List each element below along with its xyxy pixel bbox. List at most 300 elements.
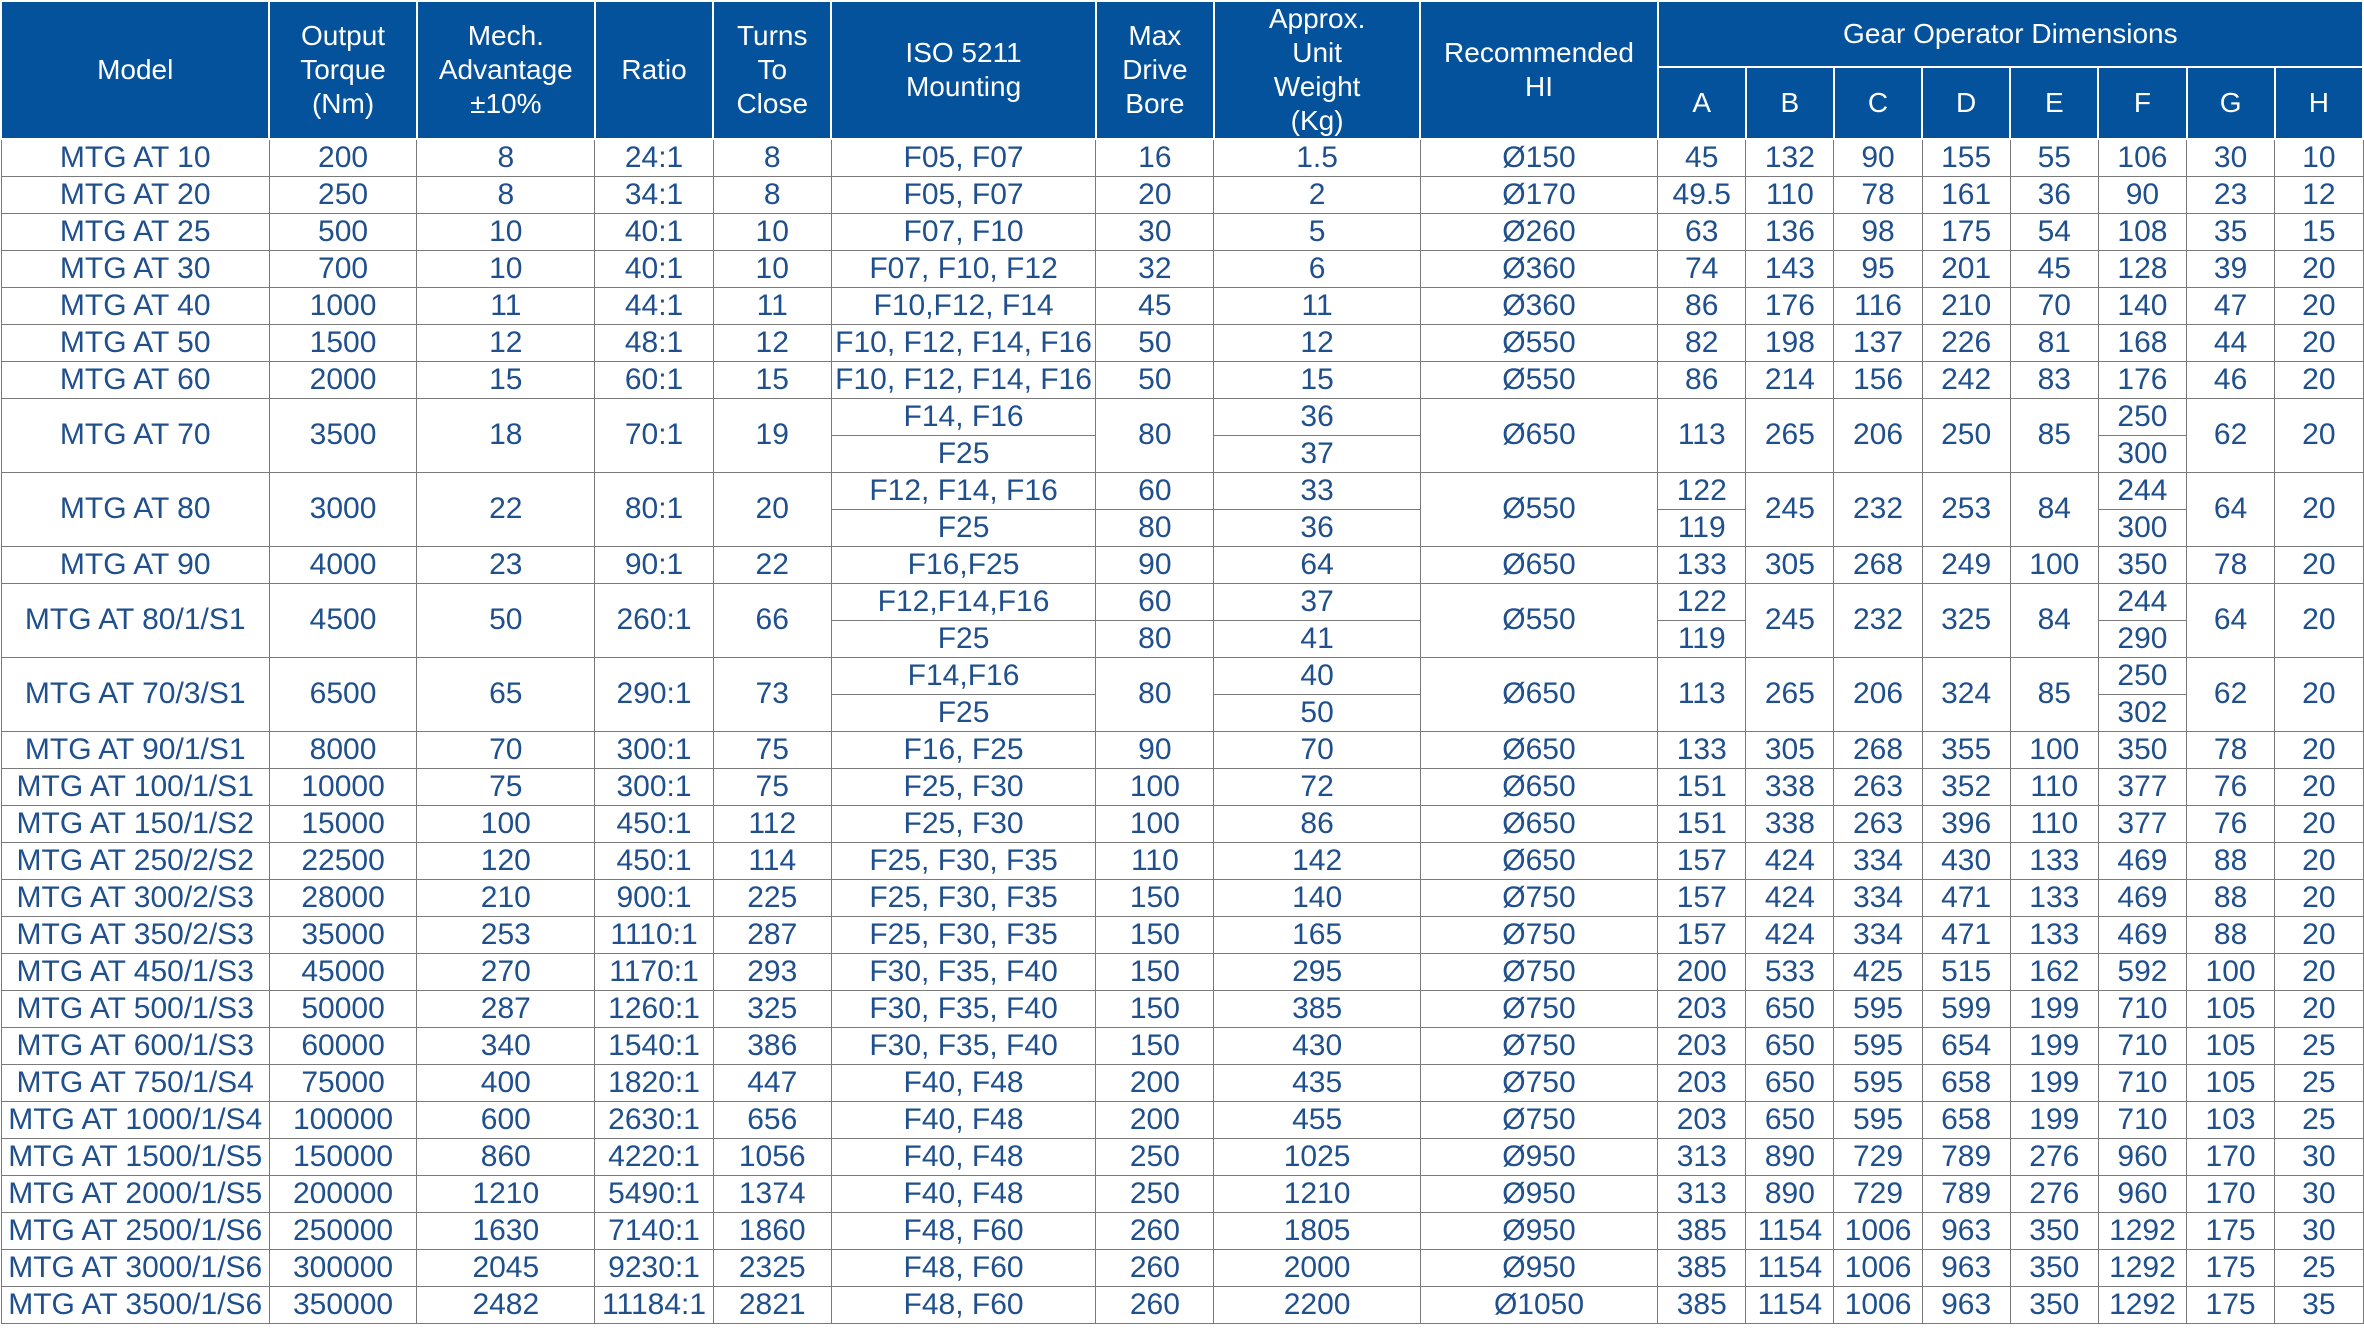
cell-weight: 36 xyxy=(1214,398,1420,435)
cell-bore: 50 xyxy=(1096,324,1214,361)
cell-hi: Ø750 xyxy=(1420,990,1657,1027)
cell-mech: 10 xyxy=(417,213,595,250)
cell-torque: 10000 xyxy=(269,768,416,805)
cell-g: 170 xyxy=(2187,1175,2275,1212)
cell-ratio: 9230:1 xyxy=(595,1249,713,1286)
cell-g: 62 xyxy=(2187,398,2275,472)
cell-model: MTG AT 2000/1/S5 xyxy=(1,1175,269,1212)
cell-b: 265 xyxy=(1746,657,1834,731)
cell-turns: 75 xyxy=(713,768,831,805)
cell-b: 176 xyxy=(1746,287,1834,324)
cell-hi: Ø650 xyxy=(1420,768,1657,805)
table-row xyxy=(1,990,2363,1027)
cell-bore: 150 xyxy=(1096,879,1214,916)
cell-d: 242 xyxy=(1922,361,2010,398)
cell-bore: 150 xyxy=(1096,1027,1214,1064)
cell-e: 350 xyxy=(2010,1212,2098,1249)
cell-d: 201 xyxy=(1922,250,2010,287)
cell-e: 110 xyxy=(2010,805,2098,842)
cell-mech: 2045 xyxy=(417,1249,595,1286)
cell-weight: 455 xyxy=(1214,1101,1420,1138)
cell-e: 85 xyxy=(2010,398,2098,472)
cell-f: 1292 xyxy=(2098,1249,2186,1286)
cell-f: 710 xyxy=(2098,1064,2186,1101)
cell-b: 143 xyxy=(1746,250,1834,287)
cell-torque: 28000 xyxy=(269,879,416,916)
cell-c: 116 xyxy=(1834,287,1922,324)
cell-turns: 10 xyxy=(713,250,831,287)
cell-weight: 142 xyxy=(1214,842,1420,879)
cell-mounting: F48, F60 xyxy=(831,1212,1095,1249)
cell-b: 338 xyxy=(1746,768,1834,805)
cell-ratio: 7140:1 xyxy=(595,1212,713,1249)
cell-mounting: F40, F48 xyxy=(831,1064,1095,1101)
cell-turns: 73 xyxy=(713,657,831,731)
cell-mech: 270 xyxy=(417,953,595,990)
cell-torque: 2000 xyxy=(269,361,416,398)
cell-bore: 80 xyxy=(1096,509,1214,546)
table-row xyxy=(1,657,2363,694)
cell-hi: Ø550 xyxy=(1420,361,1657,398)
cell-f: 592 xyxy=(2098,953,2186,990)
cell-weight: 86 xyxy=(1214,805,1420,842)
cell-hi: Ø650 xyxy=(1420,657,1657,731)
cell-weight: 1210 xyxy=(1214,1175,1420,1212)
header-model: Model xyxy=(1,1,269,139)
cell-bore: 90 xyxy=(1096,546,1214,583)
cell-e: 133 xyxy=(2010,842,2098,879)
cell-g: 105 xyxy=(2187,990,2275,1027)
cell-torque: 250000 xyxy=(269,1212,416,1249)
cell-torque: 250 xyxy=(269,176,416,213)
cell-bore: 100 xyxy=(1096,768,1214,805)
table-row xyxy=(1,287,2363,324)
cell-weight: 64 xyxy=(1214,546,1420,583)
cell-d: 250 xyxy=(1922,398,2010,472)
cell-h: 20 xyxy=(2275,472,2363,546)
header-iso-mounting: ISO 5211 Mounting xyxy=(831,1,1095,139)
cell-h: 15 xyxy=(2275,213,2363,250)
cell-a: 119 xyxy=(1658,620,1746,657)
cell-bore: 32 xyxy=(1096,250,1214,287)
cell-f: 250 xyxy=(2098,657,2186,694)
cell-hi: Ø950 xyxy=(1420,1249,1657,1286)
cell-c: 95 xyxy=(1834,250,1922,287)
cell-bore: 200 xyxy=(1096,1101,1214,1138)
cell-d: 963 xyxy=(1922,1249,2010,1286)
cell-ratio: 450:1 xyxy=(595,805,713,842)
cell-turns: 386 xyxy=(713,1027,831,1064)
cell-hi: Ø750 xyxy=(1420,1064,1657,1101)
cell-e: 133 xyxy=(2010,916,2098,953)
cell-f: 302 xyxy=(2098,694,2186,731)
cell-mech: 600 xyxy=(417,1101,595,1138)
cell-bore: 80 xyxy=(1096,398,1214,472)
cell-mech: 1210 xyxy=(417,1175,595,1212)
cell-h: 25 xyxy=(2275,1249,2363,1286)
cell-turns: 112 xyxy=(713,805,831,842)
cell-a: 151 xyxy=(1658,768,1746,805)
cell-e: 199 xyxy=(2010,1064,2098,1101)
table-row xyxy=(1,398,2363,435)
cell-mounting: F30, F35, F40 xyxy=(831,953,1095,990)
cell-d: 396 xyxy=(1922,805,2010,842)
cell-model: MTG AT 60 xyxy=(1,361,269,398)
cell-g: 103 xyxy=(2187,1101,2275,1138)
cell-f: 1292 xyxy=(2098,1212,2186,1249)
table-row xyxy=(1,1064,2363,1101)
cell-a: 157 xyxy=(1658,879,1746,916)
cell-turns: 12 xyxy=(713,324,831,361)
cell-model: MTG AT 80 xyxy=(1,472,269,546)
cell-turns: 20 xyxy=(713,472,831,546)
cell-f: 377 xyxy=(2098,768,2186,805)
cell-mech: 860 xyxy=(417,1138,595,1175)
cell-model: MTG AT 2500/1/S6 xyxy=(1,1212,269,1249)
table-row xyxy=(1,472,2363,509)
cell-ratio: 300:1 xyxy=(595,731,713,768)
cell-model: MTG AT 250/2/S2 xyxy=(1,842,269,879)
cell-a: 385 xyxy=(1658,1286,1746,1323)
cell-weight: 2000 xyxy=(1214,1249,1420,1286)
cell-e: 54 xyxy=(2010,213,2098,250)
cell-c: 232 xyxy=(1834,583,1922,657)
cell-c: 232 xyxy=(1834,472,1922,546)
cell-d: 658 xyxy=(1922,1101,2010,1138)
cell-g: 88 xyxy=(2187,879,2275,916)
cell-turns: 2821 xyxy=(713,1286,831,1323)
cell-h: 20 xyxy=(2275,287,2363,324)
cell-hi: Ø650 xyxy=(1420,546,1657,583)
cell-mounting: F40, F48 xyxy=(831,1101,1095,1138)
cell-mech: 8 xyxy=(417,139,595,176)
cell-a: 133 xyxy=(1658,546,1746,583)
cell-hi: Ø750 xyxy=(1420,916,1657,953)
cell-turns: 293 xyxy=(713,953,831,990)
cell-b: 650 xyxy=(1746,1064,1834,1101)
cell-h: 30 xyxy=(2275,1138,2363,1175)
cell-a: 113 xyxy=(1658,657,1746,731)
cell-b: 1154 xyxy=(1746,1286,1834,1323)
cell-ratio: 1540:1 xyxy=(595,1027,713,1064)
cell-weight: 12 xyxy=(1214,324,1420,361)
table-row xyxy=(1,1027,2363,1064)
cell-f: 377 xyxy=(2098,805,2186,842)
cell-ratio: 34:1 xyxy=(595,176,713,213)
cell-a: 157 xyxy=(1658,916,1746,953)
cell-c: 268 xyxy=(1834,546,1922,583)
cell-ratio: 44:1 xyxy=(595,287,713,324)
cell-bore: 80 xyxy=(1096,620,1214,657)
cell-weight: 140 xyxy=(1214,879,1420,916)
header-dim-h: H xyxy=(2275,67,2363,139)
table-row xyxy=(1,139,2363,176)
cell-hi: Ø150 xyxy=(1420,139,1657,176)
cell-e: 100 xyxy=(2010,731,2098,768)
header-output-torque: Output Torque (Nm) xyxy=(269,1,416,139)
cell-mech: 23 xyxy=(417,546,595,583)
cell-mounting: F14,F16 xyxy=(831,657,1095,694)
cell-e: 55 xyxy=(2010,139,2098,176)
cell-h: 30 xyxy=(2275,1175,2363,1212)
cell-g: 88 xyxy=(2187,916,2275,953)
table-row xyxy=(1,1175,2363,1212)
cell-weight: 435 xyxy=(1214,1064,1420,1101)
cell-weight: 70 xyxy=(1214,731,1420,768)
cell-turns: 114 xyxy=(713,842,831,879)
cell-e: 199 xyxy=(2010,1027,2098,1064)
cell-turns: 287 xyxy=(713,916,831,953)
cell-torque: 4500 xyxy=(269,583,416,657)
cell-f: 469 xyxy=(2098,842,2186,879)
table-row xyxy=(1,1286,2363,1323)
cell-c: 595 xyxy=(1834,1064,1922,1101)
cell-d: 963 xyxy=(1922,1212,2010,1249)
cell-turns: 225 xyxy=(713,879,831,916)
cell-ratio: 48:1 xyxy=(595,324,713,361)
cell-bore: 150 xyxy=(1096,953,1214,990)
cell-f: 128 xyxy=(2098,250,2186,287)
cell-bore: 50 xyxy=(1096,361,1214,398)
cell-f: 710 xyxy=(2098,1027,2186,1064)
cell-mech: 18 xyxy=(417,398,595,472)
cell-g: 78 xyxy=(2187,546,2275,583)
cell-a: 74 xyxy=(1658,250,1746,287)
cell-ratio: 2630:1 xyxy=(595,1101,713,1138)
cell-torque: 45000 xyxy=(269,953,416,990)
cell-mech: 287 xyxy=(417,990,595,1027)
cell-torque: 6500 xyxy=(269,657,416,731)
cell-weight: 33 xyxy=(1214,472,1420,509)
cell-e: 36 xyxy=(2010,176,2098,213)
cell-model: MTG AT 500/1/S3 xyxy=(1,990,269,1027)
cell-weight: 50 xyxy=(1214,694,1420,731)
cell-torque: 3000 xyxy=(269,472,416,546)
cell-mounting: F16, F25 xyxy=(831,731,1095,768)
cell-mounting: F40, F48 xyxy=(831,1175,1095,1212)
cell-a: 86 xyxy=(1658,287,1746,324)
cell-b: 265 xyxy=(1746,398,1834,472)
cell-torque: 75000 xyxy=(269,1064,416,1101)
cell-turns: 22 xyxy=(713,546,831,583)
cell-a: 313 xyxy=(1658,1138,1746,1175)
cell-mounting: F25, F30 xyxy=(831,805,1095,842)
cell-g: 30 xyxy=(2187,139,2275,176)
cell-bore: 20 xyxy=(1096,176,1214,213)
cell-f: 300 xyxy=(2098,435,2186,472)
cell-g: 175 xyxy=(2187,1249,2275,1286)
cell-f: 1292 xyxy=(2098,1286,2186,1323)
cell-model: MTG AT 90 xyxy=(1,546,269,583)
cell-a: 203 xyxy=(1658,1101,1746,1138)
cell-e: 199 xyxy=(2010,1101,2098,1138)
cell-turns: 19 xyxy=(713,398,831,472)
cell-e: 199 xyxy=(2010,990,2098,1027)
cell-e: 81 xyxy=(2010,324,2098,361)
cell-a: 113 xyxy=(1658,398,1746,472)
cell-d: 471 xyxy=(1922,879,2010,916)
cell-mounting: F07, F10, F12 xyxy=(831,250,1095,287)
header-dim-c: C xyxy=(1834,67,1922,139)
table-row xyxy=(1,953,2363,990)
cell-torque: 8000 xyxy=(269,731,416,768)
cell-e: 100 xyxy=(2010,546,2098,583)
cell-mounting: F40, F48 xyxy=(831,1138,1095,1175)
cell-model: MTG AT 70 xyxy=(1,398,269,472)
cell-e: 350 xyxy=(2010,1286,2098,1323)
cell-d: 226 xyxy=(1922,324,2010,361)
cell-g: 23 xyxy=(2187,176,2275,213)
table-row xyxy=(1,324,2363,361)
cell-weight: 1805 xyxy=(1214,1212,1420,1249)
cell-model: MTG AT 1500/1/S5 xyxy=(1,1138,269,1175)
cell-hi: Ø650 xyxy=(1420,805,1657,842)
cell-c: 595 xyxy=(1834,990,1922,1027)
cell-f: 710 xyxy=(2098,1101,2186,1138)
cell-hi: Ø650 xyxy=(1420,731,1657,768)
cell-mech: 75 xyxy=(417,768,595,805)
cell-ratio: 80:1 xyxy=(595,472,713,546)
cell-bore: 250 xyxy=(1096,1175,1214,1212)
cell-mech: 340 xyxy=(417,1027,595,1064)
cell-c: 156 xyxy=(1834,361,1922,398)
cell-d: 175 xyxy=(1922,213,2010,250)
cell-torque: 300000 xyxy=(269,1249,416,1286)
cell-hi: Ø550 xyxy=(1420,324,1657,361)
cell-weight: 15 xyxy=(1214,361,1420,398)
cell-g: 88 xyxy=(2187,842,2275,879)
cell-f: 108 xyxy=(2098,213,2186,250)
cell-torque: 200 xyxy=(269,139,416,176)
cell-d: 430 xyxy=(1922,842,2010,879)
cell-a: 313 xyxy=(1658,1175,1746,1212)
cell-f: 290 xyxy=(2098,620,2186,657)
cell-b: 198 xyxy=(1746,324,1834,361)
cell-mech: 65 xyxy=(417,657,595,731)
table-row xyxy=(1,583,2363,620)
cell-bore: 45 xyxy=(1096,287,1214,324)
cell-b: 136 xyxy=(1746,213,1834,250)
cell-e: 83 xyxy=(2010,361,2098,398)
cell-ratio: 900:1 xyxy=(595,879,713,916)
cell-g: 170 xyxy=(2187,1138,2275,1175)
cell-bore: 260 xyxy=(1096,1212,1214,1249)
cell-bore: 150 xyxy=(1096,990,1214,1027)
cell-model: MTG AT 300/2/S3 xyxy=(1,879,269,916)
cell-f: 140 xyxy=(2098,287,2186,324)
cell-e: 133 xyxy=(2010,879,2098,916)
cell-b: 533 xyxy=(1746,953,1834,990)
cell-mounting: F48, F60 xyxy=(831,1286,1095,1323)
cell-g: 62 xyxy=(2187,657,2275,731)
cell-h: 12 xyxy=(2275,176,2363,213)
cell-torque: 4000 xyxy=(269,546,416,583)
cell-model: MTG AT 10 xyxy=(1,139,269,176)
cell-b: 890 xyxy=(1746,1138,1834,1175)
cell-torque: 3500 xyxy=(269,398,416,472)
cell-bore: 30 xyxy=(1096,213,1214,250)
cell-h: 20 xyxy=(2275,398,2363,472)
cell-d: 599 xyxy=(1922,990,2010,1027)
cell-g: 47 xyxy=(2187,287,2275,324)
cell-torque: 150000 xyxy=(269,1138,416,1175)
cell-f: 106 xyxy=(2098,139,2186,176)
cell-torque: 350000 xyxy=(269,1286,416,1323)
cell-turns: 2325 xyxy=(713,1249,831,1286)
cell-ratio: 290:1 xyxy=(595,657,713,731)
cell-bore: 250 xyxy=(1096,1138,1214,1175)
cell-c: 263 xyxy=(1834,768,1922,805)
cell-torque: 22500 xyxy=(269,842,416,879)
cell-c: 78 xyxy=(1834,176,1922,213)
cell-a: 82 xyxy=(1658,324,1746,361)
cell-hi: Ø950 xyxy=(1420,1138,1657,1175)
cell-weight: 6 xyxy=(1214,250,1420,287)
cell-torque: 200000 xyxy=(269,1175,416,1212)
cell-torque: 100000 xyxy=(269,1101,416,1138)
cell-mounting: F25 xyxy=(831,620,1095,657)
cell-b: 338 xyxy=(1746,805,1834,842)
cell-ratio: 40:1 xyxy=(595,213,713,250)
cell-b: 424 xyxy=(1746,842,1834,879)
cell-hi: Ø750 xyxy=(1420,953,1657,990)
cell-ratio: 60:1 xyxy=(595,361,713,398)
cell-h: 20 xyxy=(2275,583,2363,657)
cell-weight: 1025 xyxy=(1214,1138,1420,1175)
cell-mech: 1630 xyxy=(417,1212,595,1249)
cell-mounting: F07, F10 xyxy=(831,213,1095,250)
cell-b: 424 xyxy=(1746,879,1834,916)
cell-h: 20 xyxy=(2275,361,2363,398)
cell-weight: 165 xyxy=(1214,916,1420,953)
cell-weight: 41 xyxy=(1214,620,1420,657)
cell-mech: 10 xyxy=(417,250,595,287)
cell-turns: 11 xyxy=(713,287,831,324)
cell-d: 471 xyxy=(1922,916,2010,953)
cell-c: 334 xyxy=(1834,842,1922,879)
cell-c: 595 xyxy=(1834,1101,1922,1138)
header-dim-b: B xyxy=(1746,67,1834,139)
cell-bore: 90 xyxy=(1096,731,1214,768)
cell-f: 300 xyxy=(2098,509,2186,546)
cell-e: 85 xyxy=(2010,657,2098,731)
cell-f: 350 xyxy=(2098,731,2186,768)
cell-ratio: 4220:1 xyxy=(595,1138,713,1175)
cell-h: 30 xyxy=(2275,1212,2363,1249)
cell-mounting: F05, F07 xyxy=(831,139,1095,176)
cell-mech: 120 xyxy=(417,842,595,879)
cell-g: 100 xyxy=(2187,953,2275,990)
cell-mounting: F10,F12, F14 xyxy=(831,287,1095,324)
cell-f: 350 xyxy=(2098,546,2186,583)
cell-g: 105 xyxy=(2187,1064,2275,1101)
header-dim-e: E xyxy=(2010,67,2098,139)
cell-hi: Ø550 xyxy=(1420,472,1657,546)
cell-model: MTG AT 25 xyxy=(1,213,269,250)
cell-model: MTG AT 1000/1/S4 xyxy=(1,1101,269,1138)
cell-e: 276 xyxy=(2010,1138,2098,1175)
cell-f: 176 xyxy=(2098,361,2186,398)
table-row xyxy=(1,1249,2363,1286)
cell-mounting: F10, F12, F14, F16 xyxy=(831,361,1095,398)
cell-model: MTG AT 40 xyxy=(1,287,269,324)
cell-turns: 8 xyxy=(713,139,831,176)
cell-turns: 447 xyxy=(713,1064,831,1101)
cell-h: 20 xyxy=(2275,546,2363,583)
cell-turns: 10 xyxy=(713,213,831,250)
cell-d: 249 xyxy=(1922,546,2010,583)
cell-mech: 100 xyxy=(417,805,595,842)
